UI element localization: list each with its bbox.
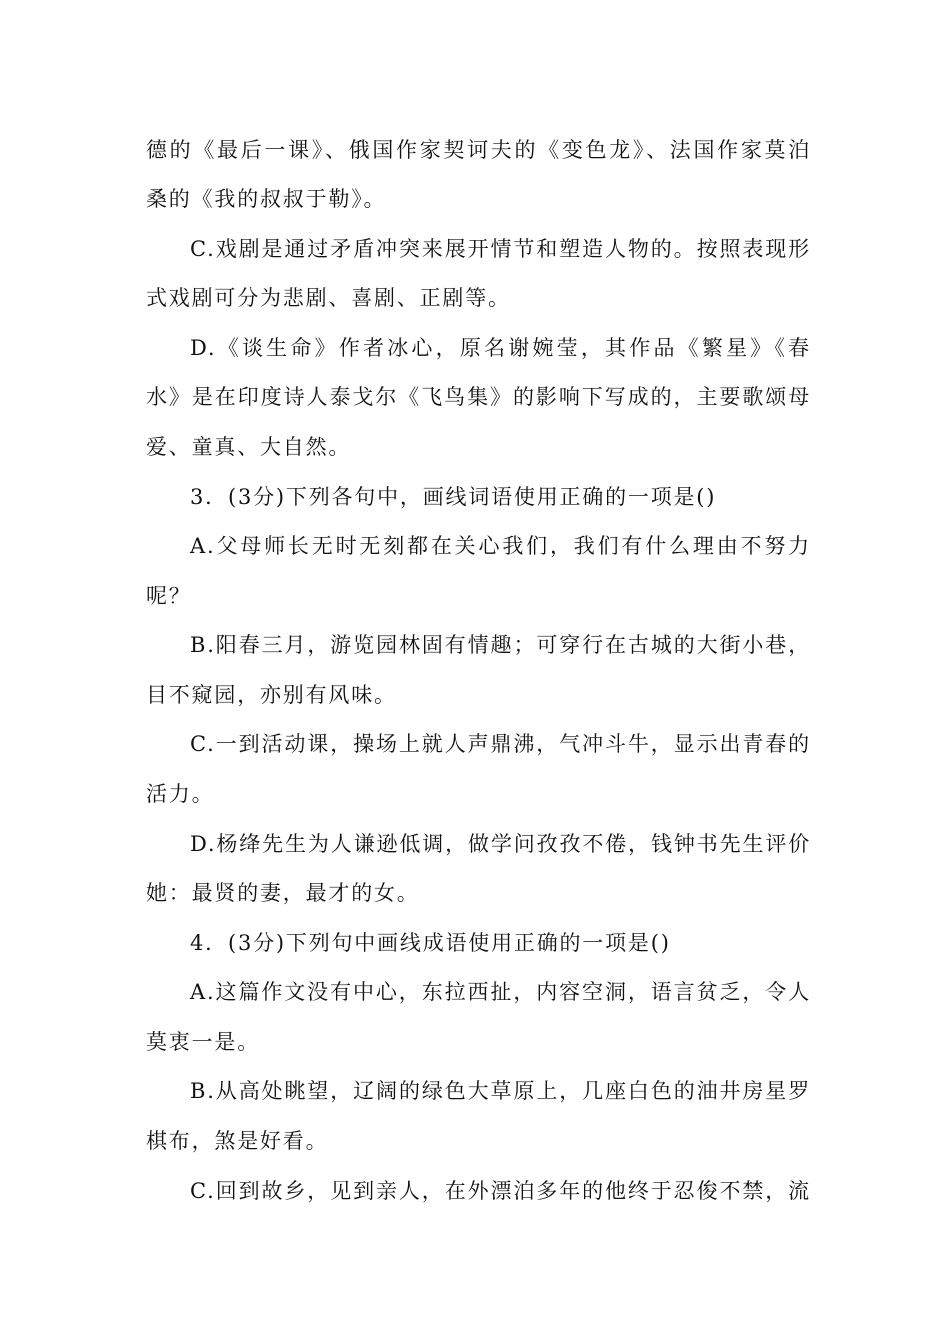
q3-option-d-end: 她：最贤的妻，最才的女。 [146, 881, 420, 905]
q4-option-c: C.回到故乡，见到亲人，在外漂泊多年的他终于忍俊不禁，流 [190, 1179, 811, 1203]
q2-option-c: C.戏剧是通过矛盾冲突来展开情节和塑造人物的。按照表现形 [190, 237, 811, 261]
option-b-text-end: 桑的《我的叔叔于勒》。 [146, 187, 387, 211]
q3-option-a-end: 呢？ [146, 584, 192, 608]
q2-option-d: D.《谈生命》作者冰心，原名谢婉莹，其作品《繁星》《春 [190, 336, 811, 360]
q3-option-c-end: 活力。 [146, 782, 215, 806]
question-4-stem: 4．(3分)下列句中画线成语使用正确的一项是() [190, 931, 671, 955]
q2-option-d-end: 爱、童真、大自然。 [146, 435, 352, 459]
q4-option-b-end: 棋布，煞是好看。 [146, 1129, 329, 1153]
q3-option-d: D.杨绛先生为人谦逊低调，做学问孜孜不倦，钱钟书先生评价 [190, 832, 811, 856]
q4-option-a: A.这篇作文没有中心，东拉西扯，内容空洞，语言贫乏，令人 [190, 980, 811, 1004]
q3-option-b: B.阳春三月，游览园林固有情趣；可穿行在古城的大街小巷， [190, 633, 811, 657]
q2-option-c-end: 式戏剧可分为悲剧、喜剧、正剧等。 [146, 286, 511, 310]
q3-option-c: C.一到活动课，操场上就人声鼎沸，气冲斗牛，显示出青春的 [190, 732, 811, 756]
q4-option-a-end: 莫衷一是。 [146, 1030, 260, 1054]
question-3-stem: 3．(3分)下列各句中，画线词语使用正确的一项是() [190, 485, 717, 509]
q4-option-b: B.从高处眺望，辽阔的绿色大草原上，几座白色的油井房星罗 [190, 1079, 811, 1103]
q3-option-a: A.父母师长无时无刻都在关心我们，我们有什么理由不努力 [190, 534, 811, 558]
q2-option-d-continued: 水》是在印度诗人泰戈尔《飞鸟集》的影响下写成的，主要歌颂母 [146, 385, 811, 409]
option-b-text-continued: 德的《最后一课》、俄国作家契诃夫的《变色龙》、法国作家莫泊 [146, 138, 811, 162]
q3-option-b-end: 目不窥园，亦别有风味。 [146, 683, 397, 707]
